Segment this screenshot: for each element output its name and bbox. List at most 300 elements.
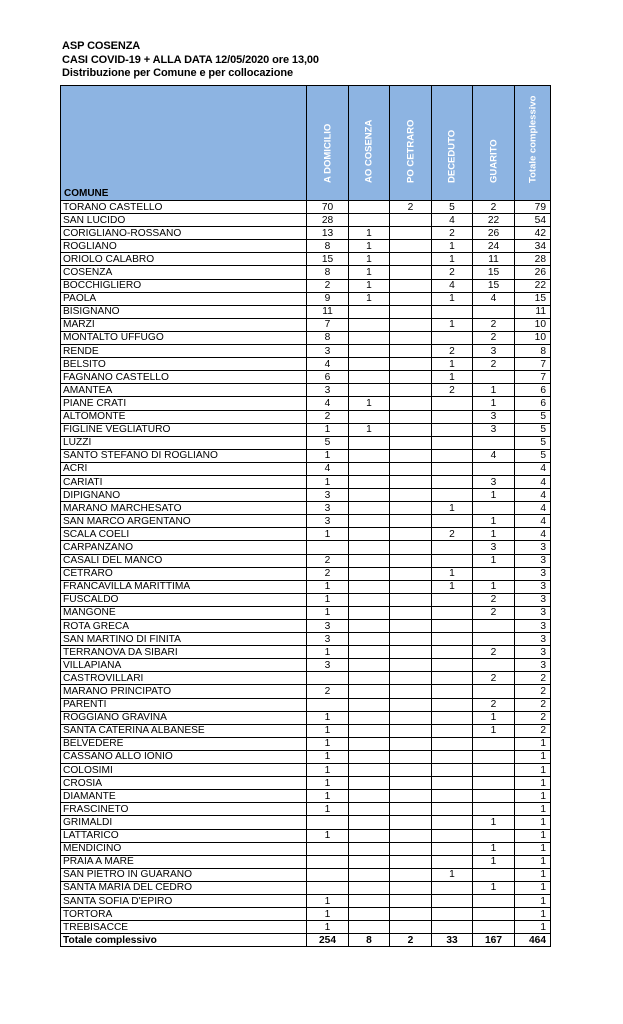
po-cetraro-cell — [390, 515, 432, 528]
deceduto-cell: 1 — [432, 502, 473, 515]
ao-cosenza-cell: 1 — [349, 253, 390, 266]
guarito-cell — [473, 829, 515, 842]
deceduto-cell — [432, 724, 473, 737]
po-cetraro-cell — [390, 606, 432, 619]
ao-cosenza-cell — [349, 331, 390, 344]
ao-cosenza-cell — [349, 318, 390, 331]
ao-cosenza-cell — [349, 842, 390, 855]
a-domicilio-cell — [307, 842, 349, 855]
table-body — [61, 201, 551, 947]
po-cetraro-cell — [390, 567, 432, 580]
comune-cell: PRAIA A MARE — [61, 855, 307, 868]
po-cetraro-cell — [390, 436, 432, 449]
table-row — [61, 855, 551, 868]
guarito-cell: 26 — [473, 227, 515, 240]
totale-cell: 1 — [515, 829, 551, 842]
guarito-cell: 1 — [473, 397, 515, 410]
guarito-cell — [473, 567, 515, 580]
deceduto-cell — [432, 554, 473, 567]
column-header-label: PO CETRARO — [405, 119, 416, 183]
table-row — [61, 764, 551, 777]
a-domicilio-cell: 3 — [307, 515, 349, 528]
guarito-cell: 1 — [473, 711, 515, 724]
total-comune-cell: Totale complessivo — [61, 934, 307, 947]
deceduto-cell — [432, 331, 473, 344]
comune-cell: DIAMANTE — [61, 790, 307, 803]
table-row — [61, 384, 551, 397]
comune-cell: BELVEDERE — [61, 737, 307, 750]
table-row — [61, 266, 551, 279]
a-domicilio-cell: 3 — [307, 502, 349, 515]
table-row — [61, 305, 551, 318]
deceduto-cell: 2 — [432, 528, 473, 541]
guarito-cell: 1 — [473, 842, 515, 855]
ao-cosenza-cell — [349, 908, 390, 921]
table-row — [61, 698, 551, 711]
ao-cosenza-cell — [349, 358, 390, 371]
guarito-cell: 3 — [473, 475, 515, 488]
comune-cell: SANTO STEFANO DI ROGLIANO — [61, 449, 307, 462]
ao-cosenza-cell — [349, 855, 390, 868]
deceduto-cell — [432, 659, 473, 672]
ao-cosenza-cell — [349, 305, 390, 318]
guarito-cell — [473, 659, 515, 672]
deceduto-cell — [432, 842, 473, 855]
a-domicilio-cell: 7 — [307, 318, 349, 331]
comune-cell: TORANO CASTELLO — [61, 201, 307, 214]
table-row — [61, 750, 551, 763]
deceduto-cell — [432, 711, 473, 724]
ao-cosenza-cell — [349, 541, 390, 554]
comune-cell: TERRANOVA DA SIBARI — [61, 646, 307, 659]
comune-cell: BELSITO — [61, 358, 307, 371]
guarito-cell: 3 — [473, 345, 515, 358]
totale-cell: 1 — [515, 894, 551, 907]
totale-cell: 5 — [515, 449, 551, 462]
po-cetraro-cell — [390, 331, 432, 344]
guarito-cell — [473, 777, 515, 790]
guarito-cell: 1 — [473, 881, 515, 894]
comune-cell: MARANO MARCHESATO — [61, 502, 307, 515]
totale-cell: 3 — [515, 554, 551, 567]
a-domicilio-cell: 2 — [307, 554, 349, 567]
totale-cell: 4 — [515, 475, 551, 488]
po-cetraro-cell: 2 — [390, 201, 432, 214]
comune-cell: CASALI DEL MANCO — [61, 554, 307, 567]
ao-cosenza-cell: 1 — [349, 266, 390, 279]
po-cetraro-cell — [390, 253, 432, 266]
guarito-cell — [473, 764, 515, 777]
po-cetraro-cell — [390, 633, 432, 646]
a-domicilio-cell: 6 — [307, 371, 349, 384]
comune-cell: SANTA CATERINA ALBANESE — [61, 724, 307, 737]
a-domicilio-cell: 28 — [307, 214, 349, 227]
totale-cell: 3 — [515, 646, 551, 659]
po-cetraro-cell — [390, 423, 432, 436]
po-cetraro-cell — [390, 371, 432, 384]
a-domicilio-cell: 1 — [307, 803, 349, 816]
totale-cell: 54 — [515, 214, 551, 227]
ao-cosenza-cell: 1 — [349, 423, 390, 436]
guarito-cell: 22 — [473, 214, 515, 227]
deceduto-cell: 1 — [432, 240, 473, 253]
po-cetraro-cell — [390, 711, 432, 724]
table-row — [61, 554, 551, 567]
a-domicilio-cell: 1 — [307, 528, 349, 541]
po-cetraro-cell — [390, 894, 432, 907]
guarito-cell: 1 — [473, 515, 515, 528]
guarito-cell: 2 — [473, 646, 515, 659]
deceduto-cell — [432, 829, 473, 842]
totale-cell: 4 — [515, 462, 551, 475]
comune-cell: CETRARO — [61, 567, 307, 580]
totale-cell: 3 — [515, 580, 551, 593]
deceduto-cell — [432, 908, 473, 921]
comune-cell: GRIMALDI — [61, 816, 307, 829]
deceduto-cell: 1 — [432, 567, 473, 580]
po-cetraro-cell — [390, 593, 432, 606]
guarito-cell: 1 — [473, 855, 515, 868]
ao-cosenza-cell — [349, 214, 390, 227]
deceduto-cell — [432, 777, 473, 790]
guarito-cell — [473, 462, 515, 475]
po-cetraro-cell — [390, 803, 432, 816]
deceduto-cell — [432, 921, 473, 934]
column-header-label: AO COSENZA — [363, 119, 375, 183]
table-row — [61, 868, 551, 881]
ao-cosenza-cell: 1 — [349, 292, 390, 305]
ao-cosenza-cell — [349, 711, 390, 724]
comune-cell: RENDE — [61, 345, 307, 358]
comune-cell: LUZZI — [61, 436, 307, 449]
ao-cosenza-cell — [349, 737, 390, 750]
total-ao-cosenza-cell: 8 — [349, 934, 390, 947]
deceduto-cell — [432, 423, 473, 436]
guarito-cell: 24 — [473, 240, 515, 253]
table-row — [61, 502, 551, 515]
table-row — [61, 894, 551, 907]
deceduto-cell: 4 — [432, 214, 473, 227]
column-header-deceduto — [432, 86, 473, 201]
a-domicilio-cell: 1 — [307, 724, 349, 737]
po-cetraro-cell — [390, 292, 432, 305]
totale-cell: 6 — [515, 397, 551, 410]
deceduto-cell: 4 — [432, 279, 473, 292]
a-domicilio-cell: 1 — [307, 750, 349, 763]
a-domicilio-cell: 1 — [307, 580, 349, 593]
table-row — [61, 475, 551, 488]
guarito-cell — [473, 685, 515, 698]
po-cetraro-cell — [390, 921, 432, 934]
po-cetraro-cell — [390, 737, 432, 750]
totale-cell: 1 — [515, 790, 551, 803]
deceduto-cell — [432, 881, 473, 894]
comune-cell: MONTALTO UFFUGO — [61, 331, 307, 344]
a-domicilio-cell: 13 — [307, 227, 349, 240]
totale-cell: 2 — [515, 685, 551, 698]
comune-cell: FRANCAVILLA MARITTIMA — [61, 580, 307, 593]
a-domicilio-cell: 1 — [307, 475, 349, 488]
a-domicilio-cell: 1 — [307, 606, 349, 619]
comune-cell: DIPIGNANO — [61, 489, 307, 502]
po-cetraro-cell — [390, 685, 432, 698]
guarito-cell — [473, 737, 515, 750]
totale-cell: 22 — [515, 279, 551, 292]
deceduto-cell: 1 — [432, 371, 473, 384]
totale-cell: 2 — [515, 711, 551, 724]
ao-cosenza-cell — [349, 803, 390, 816]
comune-cell: SANTA MARIA DEL CEDRO — [61, 881, 307, 894]
total-a-domicilio-cell: 254 — [307, 934, 349, 947]
po-cetraro-cell — [390, 842, 432, 855]
po-cetraro-cell — [390, 724, 432, 737]
table-row — [61, 842, 551, 855]
guarito-cell — [473, 921, 515, 934]
table-row — [61, 462, 551, 475]
comune-cell: AMANTEA — [61, 384, 307, 397]
ao-cosenza-cell — [349, 384, 390, 397]
comune-cell: SCALA COELI — [61, 528, 307, 541]
a-domicilio-cell: 1 — [307, 593, 349, 606]
column-header-label: Totale complessivo — [527, 95, 538, 183]
total-deceduto-cell: 33 — [432, 934, 473, 947]
table-row — [61, 201, 551, 214]
totale-cell: 1 — [515, 750, 551, 763]
deceduto-cell — [432, 606, 473, 619]
guarito-cell: 1 — [473, 816, 515, 829]
comune-cell: MENDICINO — [61, 842, 307, 855]
table-row — [61, 790, 551, 803]
totale-cell: 1 — [515, 842, 551, 855]
po-cetraro-cell — [390, 305, 432, 318]
totale-cell: 2 — [515, 724, 551, 737]
po-cetraro-cell — [390, 279, 432, 292]
deceduto-cell — [432, 750, 473, 763]
totale-cell: 10 — [515, 331, 551, 344]
comune-cell: ROTA GRECA — [61, 620, 307, 633]
deceduto-cell — [432, 620, 473, 633]
table-row — [61, 541, 551, 554]
table-row — [61, 214, 551, 227]
a-domicilio-cell — [307, 855, 349, 868]
guarito-cell: 1 — [473, 384, 515, 397]
guarito-cell: 15 — [473, 279, 515, 292]
a-domicilio-cell: 8 — [307, 266, 349, 279]
guarito-cell: 2 — [473, 358, 515, 371]
totale-cell: 2 — [515, 672, 551, 685]
a-domicilio-cell: 3 — [307, 633, 349, 646]
report-title: ASP COSENZA — [62, 40, 141, 52]
a-domicilio-cell: 11 — [307, 305, 349, 318]
a-domicilio-cell: 1 — [307, 737, 349, 750]
deceduto-cell — [432, 489, 473, 502]
a-domicilio-cell: 3 — [307, 489, 349, 502]
deceduto-cell — [432, 737, 473, 750]
table-row — [61, 240, 551, 253]
a-domicilio-cell: 1 — [307, 423, 349, 436]
guarito-cell: 2 — [473, 331, 515, 344]
po-cetraro-cell — [390, 528, 432, 541]
deceduto-cell — [432, 672, 473, 685]
column-header-guarito — [473, 86, 515, 201]
ao-cosenza-cell — [349, 593, 390, 606]
ao-cosenza-cell — [349, 436, 390, 449]
table-row — [61, 227, 551, 240]
guarito-cell: 4 — [473, 292, 515, 305]
a-domicilio-cell: 2 — [307, 685, 349, 698]
column-header-label: DECEDUTO — [446, 129, 458, 183]
deceduto-cell — [432, 698, 473, 711]
guarito-cell: 1 — [473, 580, 515, 593]
comune-cell: COLOSIMI — [61, 764, 307, 777]
a-domicilio-cell: 8 — [307, 240, 349, 253]
deceduto-cell — [432, 593, 473, 606]
totale-cell: 8 — [515, 345, 551, 358]
guarito-cell — [473, 803, 515, 816]
ao-cosenza-cell — [349, 554, 390, 567]
table-row — [61, 737, 551, 750]
comune-cell: BISIGNANO — [61, 305, 307, 318]
ao-cosenza-cell — [349, 685, 390, 698]
total-guarito-cell: 167 — [473, 934, 515, 947]
po-cetraro-cell — [390, 345, 432, 358]
po-cetraro-cell — [390, 908, 432, 921]
ao-cosenza-cell — [349, 881, 390, 894]
table-row — [61, 685, 551, 698]
table-row — [61, 253, 551, 266]
guarito-cell: 11 — [473, 253, 515, 266]
column-header-po-cetraro — [390, 86, 432, 201]
po-cetraro-cell — [390, 816, 432, 829]
guarito-cell — [473, 908, 515, 921]
po-cetraro-cell — [390, 777, 432, 790]
table-row — [61, 489, 551, 502]
guarito-cell — [473, 894, 515, 907]
table-total-row — [61, 934, 551, 947]
po-cetraro-cell — [390, 790, 432, 803]
a-domicilio-cell: 2 — [307, 279, 349, 292]
deceduto-cell: 2 — [432, 345, 473, 358]
po-cetraro-cell — [390, 541, 432, 554]
totale-cell: 1 — [515, 764, 551, 777]
comune-cell: LATTARICO — [61, 829, 307, 842]
ao-cosenza-cell — [349, 515, 390, 528]
comune-cell: PAOLA — [61, 292, 307, 305]
totale-cell: 3 — [515, 633, 551, 646]
a-domicilio-cell: 8 — [307, 331, 349, 344]
table-row — [61, 358, 551, 371]
table-row — [61, 580, 551, 593]
po-cetraro-cell — [390, 881, 432, 894]
po-cetraro-cell — [390, 240, 432, 253]
po-cetraro-cell — [390, 462, 432, 475]
report-subtitle-distribution: Distribuzione per Comune e per collocazione — [62, 67, 294, 79]
deceduto-cell — [432, 449, 473, 462]
totale-cell: 1 — [515, 816, 551, 829]
column-header-label: A DOMICILIO — [322, 123, 333, 183]
totale-cell: 1 — [515, 737, 551, 750]
deceduto-cell: 1 — [432, 358, 473, 371]
a-domicilio-cell: 5 — [307, 436, 349, 449]
comune-cell: SAN MARCO ARGENTANO — [61, 515, 307, 528]
po-cetraro-cell — [390, 397, 432, 410]
guarito-cell: 3 — [473, 423, 515, 436]
a-domicilio-cell: 2 — [307, 567, 349, 580]
ao-cosenza-cell: 1 — [349, 397, 390, 410]
totale-cell: 42 — [515, 227, 551, 240]
deceduto-cell — [432, 305, 473, 318]
ao-cosenza-cell: 1 — [349, 227, 390, 240]
cases-table — [60, 85, 551, 947]
totale-cell: 7 — [515, 371, 551, 384]
comune-cell: ALTOMONTE — [61, 410, 307, 423]
deceduto-cell — [432, 855, 473, 868]
comune-cell: FUSCALDO — [61, 593, 307, 606]
table-row — [61, 829, 551, 842]
comune-cell: FRASCINETO — [61, 803, 307, 816]
totale-cell: 3 — [515, 620, 551, 633]
ao-cosenza-cell — [349, 345, 390, 358]
a-domicilio-cell: 2 — [307, 410, 349, 423]
deceduto-cell — [432, 685, 473, 698]
po-cetraro-cell — [390, 764, 432, 777]
total-po-cetraro-cell: 2 — [390, 934, 432, 947]
table-row — [61, 659, 551, 672]
guarito-cell: 1 — [473, 554, 515, 567]
a-domicilio-cell — [307, 868, 349, 881]
comune-cell: BOCCHIGLIERO — [61, 279, 307, 292]
guarito-cell: 2 — [473, 672, 515, 685]
totale-cell: 34 — [515, 240, 551, 253]
totale-cell: 4 — [515, 528, 551, 541]
table-row — [61, 423, 551, 436]
po-cetraro-cell — [390, 449, 432, 462]
po-cetraro-cell — [390, 410, 432, 423]
comune-cell: SAN MARTINO DI FINITA — [61, 633, 307, 646]
guarito-cell — [473, 750, 515, 763]
table-row — [61, 292, 551, 305]
table-row — [61, 921, 551, 934]
a-domicilio-cell: 4 — [307, 397, 349, 410]
ao-cosenza-cell — [349, 921, 390, 934]
deceduto-cell: 1 — [432, 580, 473, 593]
table-row — [61, 567, 551, 580]
ao-cosenza-cell — [349, 698, 390, 711]
po-cetraro-cell — [390, 489, 432, 502]
deceduto-cell — [432, 462, 473, 475]
totale-cell: 3 — [515, 567, 551, 580]
deceduto-cell: 2 — [432, 266, 473, 279]
table-row — [61, 803, 551, 816]
guarito-cell: 3 — [473, 541, 515, 554]
po-cetraro-cell — [390, 358, 432, 371]
deceduto-cell — [432, 790, 473, 803]
deceduto-cell — [432, 633, 473, 646]
a-domicilio-cell: 1 — [307, 711, 349, 724]
comune-cell: SAN LUCIDO — [61, 214, 307, 227]
totale-cell: 1 — [515, 777, 551, 790]
deceduto-cell — [432, 410, 473, 423]
column-header-comune: COMUNE — [61, 86, 307, 201]
a-domicilio-cell: 1 — [307, 646, 349, 659]
po-cetraro-cell — [390, 672, 432, 685]
guarito-cell: 4 — [473, 449, 515, 462]
table-row — [61, 371, 551, 384]
ao-cosenza-cell — [349, 672, 390, 685]
table-row — [61, 646, 551, 659]
po-cetraro-cell — [390, 266, 432, 279]
comune-cell: ORIOLO CALABRO — [61, 253, 307, 266]
